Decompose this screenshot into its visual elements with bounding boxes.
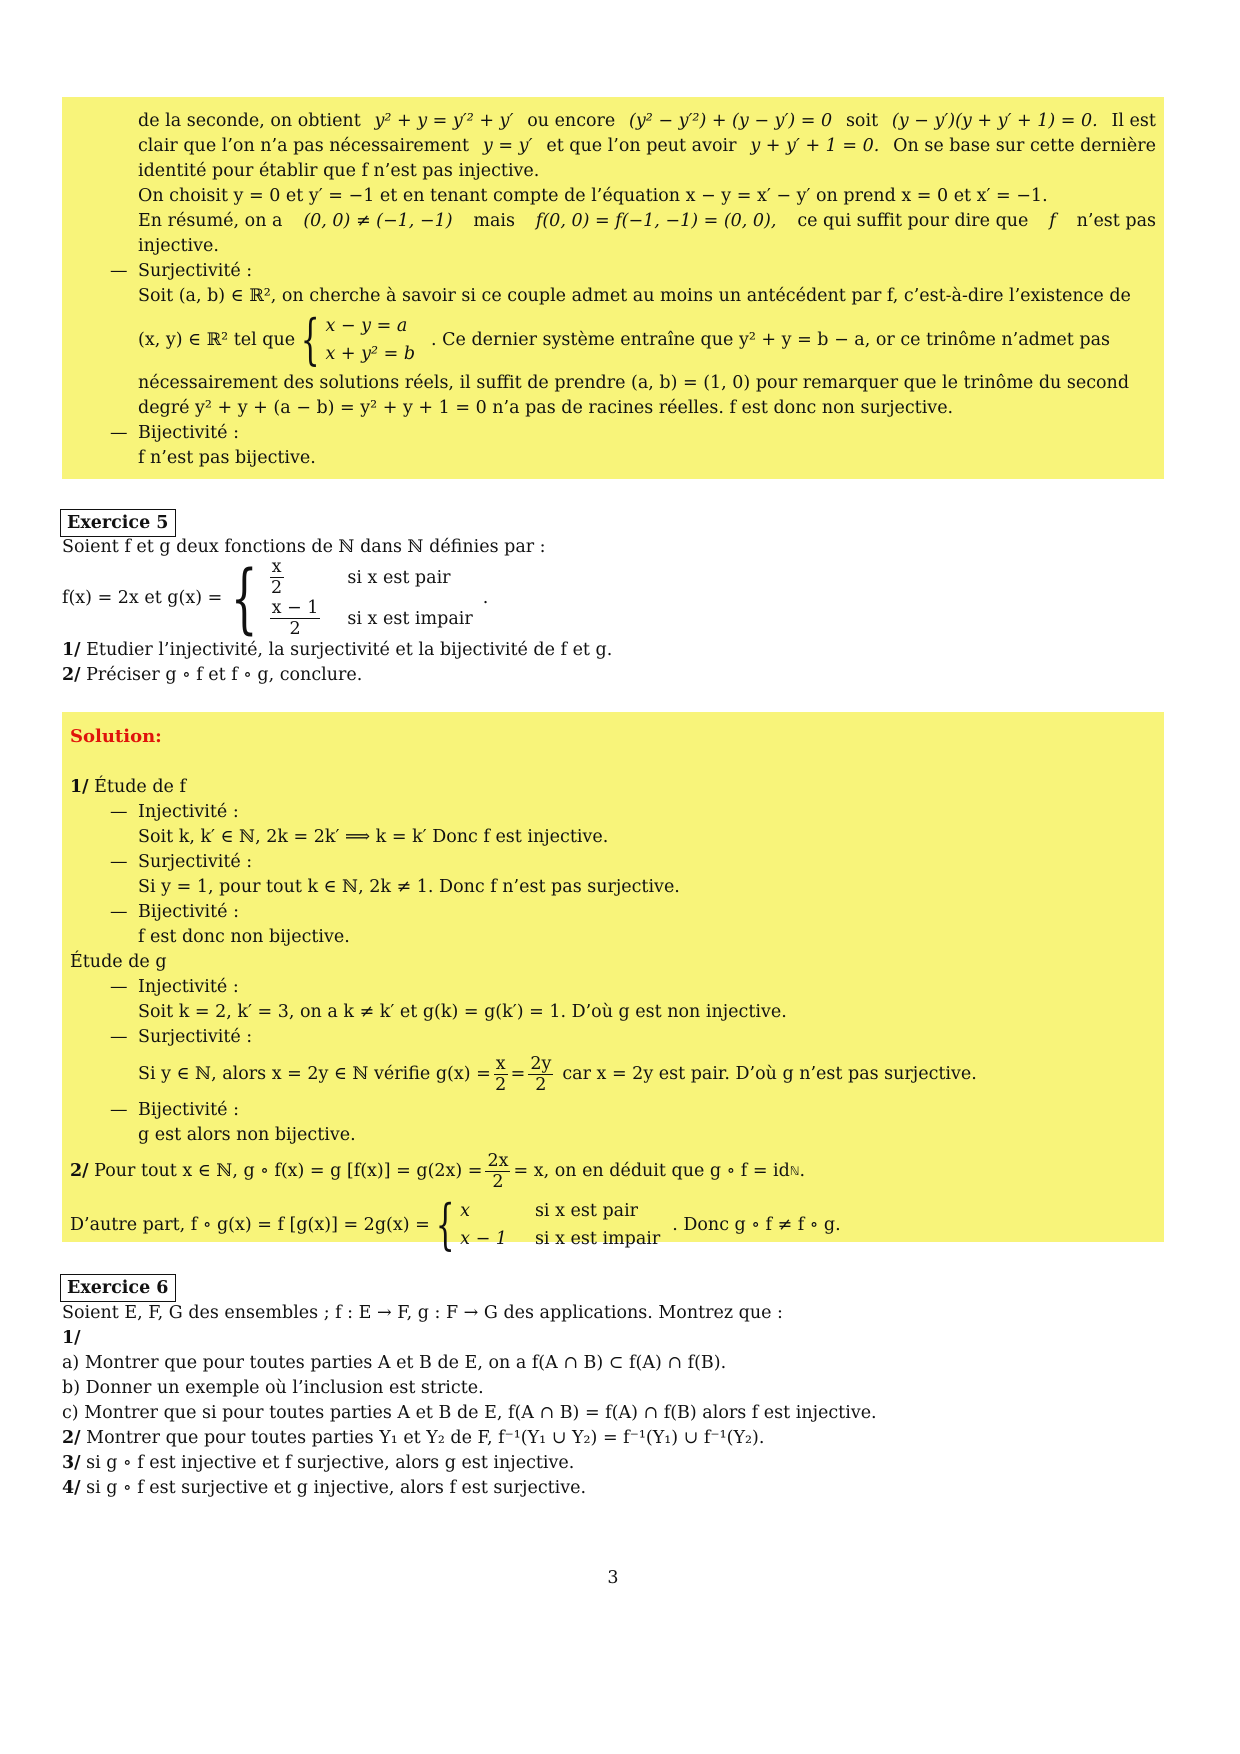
exercise-6-body (62, 1301, 1162, 1501)
text-line: En résumé, on a (0, 0) ≠ (−1, −1) mais f(0, 0) = f(−1, −1) = (0, 0), ce qui suffit pour dire que f n’est pas (138, 211, 1156, 231)
text-line: Soit (a, b) ∈ ℝ², on cherche à savoir si ce couple admet au moins un antécédent par f, c’est-à-dire l’existence de (138, 286, 1131, 306)
text-line: On choisit y = 0 et y′ = −1 et en tenant compte de l’équation x − y = x′ − y′ on prend x = 0 et x′ = −1. (138, 186, 1048, 206)
text-line: f est donc non bijective. (138, 927, 350, 947)
question-4: 4/ si g ∘ f est surjective et g injective, alors f est surjective. (62, 1478, 587, 1498)
list-item-injectivite: — Injectivité : (110, 802, 239, 822)
question-3: 3/ si g ∘ f est injective et f surjective, alors g est injective. (62, 1453, 575, 1473)
exercise-6-title: Exercice 6 (60, 1274, 176, 1302)
list-item-surjectivite: — Surjectivité : (110, 261, 253, 281)
solution-box-exercise-4 (62, 97, 1164, 479)
exercise-5-title: Exercice 5 (60, 509, 176, 537)
solution-title: Solution: (70, 726, 162, 747)
question-1a: a) Montrer que pour toutes parties A et B de E, on a f(A ∩ B) ⊂ f(A) ∩ f(B). (62, 1353, 727, 1373)
part-1-heading: 1/ Étude de f (70, 777, 186, 797)
text-line: Si y = 1, pour tout k ∈ ℕ, 2k ≠ 1. Donc f n’est pas surjective. (138, 877, 680, 897)
text-line: degré y² + y + (a − b) = y² + y + 1 = 0 n’a pas de racines réelles. f est donc non surjective. (138, 398, 954, 418)
part-2-line: 2/ Pour tout x ∈ ℕ, g ∘ f(x) = g [f(x)] = g(2x) = $\frac{2x}{2}$ = x, on en déduit que g ∘ f = id ℕ . (70, 1150, 806, 1192)
system-line: (x, y) ∈ ℝ² tel que { x − y = a x + y² = b . Ce dernier système entraîne que y² + y = b − a, or ce trinôme n’admet pas (138, 308, 1110, 371)
solution-box-exercise-5 (62, 712, 1164, 1256)
list-item-injectivite: — Injectivité : (110, 977, 239, 997)
exercise-5-intro: Soient f et g deux fonctions de ℕ dans ℕ définies par : (62, 537, 546, 557)
list-item-surjectivite: — Surjectivité : (110, 1027, 253, 1047)
question-2: 2/ Montrer que pour toutes parties Y₁ et Y₂ de F, f⁻¹(Y₁ ∪ Y₂) = f⁻¹(Y₁) ∪ f⁻¹(Y₂). (62, 1428, 765, 1448)
text-line-fraction: Si y ∈ ℕ, alors x = 2y ∈ ℕ vérifie g(x) = $\frac{x}{2}$ = $\frac{2y}{2}$ car x = 2y est pair. D’où g n’est pas surjective. (138, 1053, 977, 1095)
list-item-surjectivite: — Surjectivité : (110, 852, 253, 872)
question-1b: b) Donner un exemple où l’inclusion est stricte. (62, 1378, 484, 1398)
list-item-bijectivite: — Bijectivité : (110, 1100, 240, 1120)
page-number: 3 (607, 1568, 619, 1588)
text-line: f n’est pas bijective. (138, 448, 316, 468)
text-line: identité pour établir que f n’est pas injective. (138, 161, 540, 181)
exercise-5-question-1: 1/ Etudier l’injectivité, la surjectivité et la bijectivité de f et g. (62, 640, 613, 660)
question-number: 1/ (62, 1328, 81, 1348)
question-1c: c) Montrer que si pour toutes parties A et B de E, f(A ∩ B) = f(A) ∩ f(B) alors f est injective. (62, 1403, 877, 1423)
list-item-bijectivite: — Bijectivité : (110, 423, 240, 443)
exercise-5-definition: f(x) = 2x et g(x) = { $\frac{x}{2}$ si x est pair $\frac{x - 1}{2}$ si x est impair . (62, 553, 489, 642)
text-line: de la seconde, on obtient y² + y = y′² + y′ ou encore (y² − y′²) + (y − y′) = 0 soit (y − y′)(y + y′ + 1) = 0. Il est (138, 111, 1156, 131)
etude-g-heading: Étude de g (70, 952, 167, 972)
text-line: nécessairement des solutions réels, il suffit de prendre (a, b) = (1, 0) pour remarquer que le trinôme du second (138, 373, 1130, 393)
text-line: g est alors non bijective. (138, 1125, 356, 1145)
text-line: Soit k = 2, k′ = 3, on a k ≠ k′ et g(k) = g(k′) = 1. D’où g est non injective. (138, 1002, 787, 1022)
text-line: clair que l’on n’a pas nécessairement y = y′ et que l’on peut avoir y + y′ + 1 = 0. On se base sur cette dernière (138, 136, 1156, 156)
exercise-5-question-2: 2/ Préciser g ∘ f et f ∘ g, conclure. (62, 665, 363, 685)
text-line: Soient E, F, G des ensembles ; f : E → F, g : F → G des applications. Montrez que : (62, 1303, 783, 1323)
part-2-fog-line: D’autre part, f ∘ g(x) = f [g(x)] = 2g(x) = { x si x est pair x − 1 si x est impair . Donc g ∘ f ≠ f ∘ g. (70, 1193, 841, 1256)
text-line: Soit k, k′ ∈ ℕ, 2k = 2k′ ⟹ k = k′ Donc f est injective. (138, 827, 609, 847)
list-item-bijectivite: — Bijectivité : (110, 902, 240, 922)
text-line: injective. (138, 236, 219, 256)
